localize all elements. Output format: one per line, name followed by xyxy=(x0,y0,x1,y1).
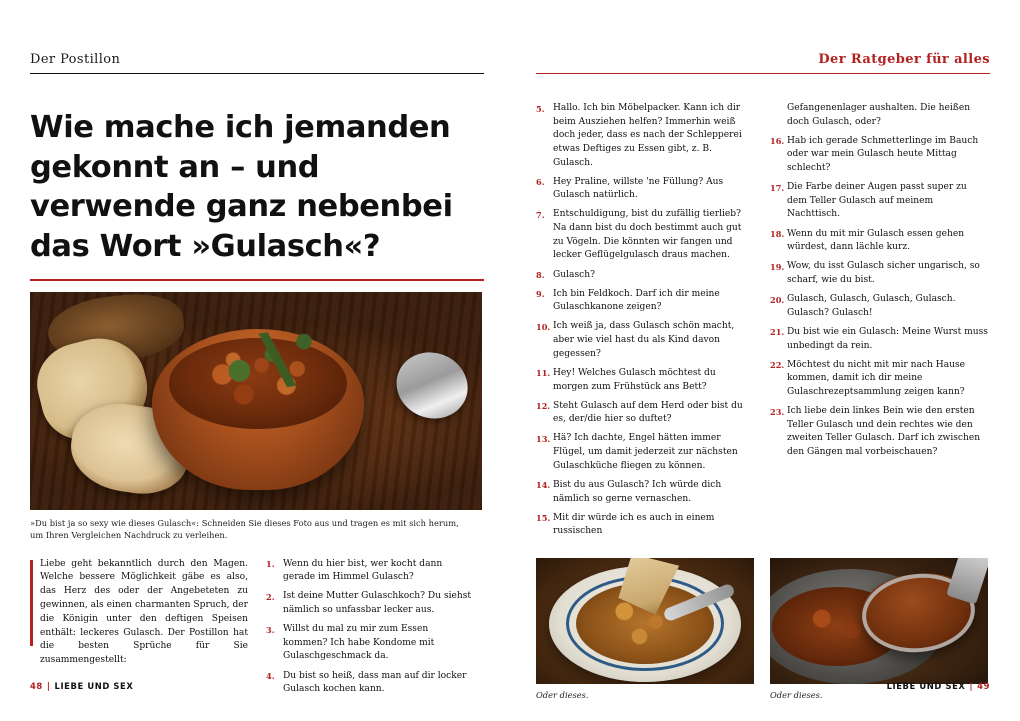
list-item xyxy=(770,359,988,400)
running-head-left-text: Der Postillon xyxy=(30,52,121,67)
list-item-number: 9. xyxy=(536,289,545,300)
headline-underline xyxy=(30,279,484,281)
list-item-text: Du bist wie ein Gulasch: Meine Wurst muss unbedingt da rein. xyxy=(787,326,988,351)
list-item-number: 11. xyxy=(536,368,551,379)
list-item-text: Hallo. Ich bin Möbelpacker. Kann ich dir beim Ausziehen helfen? Immerhin weiß doch jeder, dass es nach der Schlepperei etwas Deftiges zu Essen gibt, z. B. Gulasch. xyxy=(553,103,742,168)
joke-column-1 xyxy=(536,102,754,544)
list-item-text: Du bist so heiß, dass man auf dir locker Gulasch kochen kann. xyxy=(283,670,467,695)
list-item-text: Mit dir würde ich es auch in einem russischen xyxy=(553,512,715,537)
page-title: Wie mache ich jemanden gekonnt an – und verwende ganz nebenbei das Wort »Gulasch«? xyxy=(30,110,453,264)
list-item-text: Entschuldigung, bist du zufällig tierlieb? Na dann bist du doch bestimmt auch gut zu Vögeln. Die könnten wir fangen und lecker Geflügelgulasch draus machen. xyxy=(553,209,742,261)
list-item-text: Hä? Ich dachte, Engel hätten immer Flügel, um damit jederzeit zur nächsten Gulaschküche fliegen zu können. xyxy=(553,433,738,471)
list-item xyxy=(536,367,754,394)
list-item-number: 7. xyxy=(536,209,545,220)
list-item-text: Wenn du hier bist, wer kocht dann gerade im Himmel Gulasch? xyxy=(283,558,443,583)
soup-photo-background xyxy=(536,558,754,684)
list-item-text: Willst du mal zu mir zum Essen kommen? Ich habe Kondome mit Gulaschgeschmack da. xyxy=(283,624,435,662)
list-item xyxy=(536,432,754,473)
list-item xyxy=(770,181,988,222)
folio-separator: | xyxy=(46,681,51,691)
list-item-text: Wenn du mit mir Gulasch essen gehen würdest, dann lächle kurz. xyxy=(787,228,965,253)
list-item xyxy=(770,135,988,176)
list-item xyxy=(266,623,472,664)
list-item xyxy=(266,590,472,617)
list-item xyxy=(266,670,472,697)
bottom-photo-row xyxy=(536,558,990,700)
list-item-text: Gulasch? xyxy=(553,269,595,280)
intro-accent-bar xyxy=(30,560,33,646)
photo-block-soup xyxy=(536,558,754,700)
pot-photo-background xyxy=(770,558,988,684)
joke-column-2 xyxy=(770,102,988,544)
list-item-text: Die Farbe deiner Augen passt super zu dem Teller Gulasch auf meinem Nachttisch. xyxy=(787,182,967,220)
main-photo-gulasch xyxy=(30,292,482,510)
list-item-number: 8. xyxy=(536,270,545,281)
page-number-right: 49 xyxy=(977,681,990,691)
joke-list-1 xyxy=(266,558,472,697)
list-item xyxy=(536,269,754,283)
list-item xyxy=(536,208,754,263)
list-item xyxy=(536,176,754,203)
list-item-text: Steht Gulasch auf dem Herd oder bist du es, der/die hier so duftet? xyxy=(553,400,743,425)
list-item-number: 20. xyxy=(770,294,785,305)
running-head-left xyxy=(30,52,484,82)
list-item xyxy=(536,320,754,361)
list-item-number: 4. xyxy=(266,671,275,682)
list-item-text: Ich bin Feldkoch. Darf ich dir meine Gulaschkanone zeigen? xyxy=(553,288,720,313)
list-item-continuation xyxy=(770,102,988,129)
joke-list-left xyxy=(266,558,472,703)
list-item-number: 16. xyxy=(770,136,785,147)
list-item-number: 17. xyxy=(770,182,785,193)
folio-section-right: LIEBE UND SEX xyxy=(886,681,966,691)
list-item-text: Hey Praline, willste 'ne Füllung? Aus Gulasch natürlich. xyxy=(553,176,724,201)
list-item-number: 23. xyxy=(770,406,785,417)
list-item-number: 19. xyxy=(770,261,785,272)
folio-left xyxy=(30,681,133,691)
list-item xyxy=(770,260,988,287)
list-item-number: 15. xyxy=(536,513,551,524)
running-head-rule-left xyxy=(30,73,484,74)
folio-right xyxy=(887,681,990,691)
list-item-number: 2. xyxy=(266,591,275,602)
list-item-number: 14. xyxy=(536,480,551,491)
photo-ladle-pot xyxy=(770,558,988,684)
list-item-number: 10. xyxy=(536,321,551,332)
list-item-number: 12. xyxy=(536,401,551,412)
photo-caption-soup: Oder dieses. xyxy=(536,690,589,701)
folio-section-left: LIEBE UND SEX xyxy=(54,681,134,691)
page-number-left: 48 xyxy=(30,681,43,691)
list-item-text: Hab ich gerade Schmetterlinge im Bauch oder war mein Gulasch heute Mittag schlecht? xyxy=(787,135,979,174)
list-item-text: Gefangenenlager aushalten. Die heißen doch Gulasch, oder? xyxy=(787,103,971,127)
list-item xyxy=(536,288,754,315)
photo-background xyxy=(30,292,482,510)
list-item xyxy=(536,512,754,539)
list-item-text: Ich liebe dein linkes Bein wie den ersten Teller Gulasch und dein rechtes wie den zweiten Teller Gulasch. Darf ich zwischen den Gängen mal vorbeischauen? xyxy=(787,406,981,458)
photo-soup-plate xyxy=(536,558,754,684)
running-head-right-text: Der Ratgeber für alles xyxy=(818,52,990,67)
list-item-number: 21. xyxy=(770,327,785,338)
list-item-text: Gulasch, Gulasch, Gulasch, Gulasch. Gulasch? Gulasch! xyxy=(787,294,956,318)
list-item xyxy=(770,228,988,255)
joke-list-3 xyxy=(770,102,988,460)
list-item-number: 18. xyxy=(770,229,785,240)
list-item xyxy=(536,479,754,506)
list-item-text: Hey! Welches Gulasch möchtest du morgen zum Frühstück ans Bett? xyxy=(553,367,716,392)
list-item xyxy=(536,400,754,427)
right-text-columns xyxy=(536,102,990,544)
joke-list-2 xyxy=(536,102,754,539)
main-photo-caption: »Du bist ja so sexy wie dieses Gulasch«: Schneiden Sie dieses Foto aus und tragen es mit sich herum, um Ihren Vergleichen Nachdruck zu verleihen. xyxy=(30,517,459,540)
list-item-text: Möchtest du nicht mit mir nach Hause kommen, damit ich dir meine Gulaschrezeptsammlung zeigen kann? xyxy=(787,359,966,398)
running-head-rule-right xyxy=(536,73,990,74)
list-item xyxy=(266,558,472,585)
right-page xyxy=(510,0,1020,721)
list-item xyxy=(770,293,988,320)
photo-block-ladle xyxy=(770,558,988,700)
list-item-number: 6. xyxy=(536,177,545,188)
list-item xyxy=(536,102,754,170)
list-item-number: 22. xyxy=(770,360,785,371)
list-item xyxy=(770,326,988,353)
list-item-text: Ich weiß ja, dass Gulasch schön macht, aber wie viel hast du als Kind davon gegessen? xyxy=(553,321,735,359)
list-item-number: 5. xyxy=(536,103,545,114)
list-item-number: 1. xyxy=(266,559,275,570)
list-item-number: 13. xyxy=(536,433,551,444)
running-head-right xyxy=(536,52,990,82)
list-item-number: 3. xyxy=(266,624,275,635)
list-item-text: Ist deine Mutter Gulaschkoch? Du siehst nämlich so unfassbar lecker aus. xyxy=(283,591,472,616)
photo-caption-ladle: Oder dieses. xyxy=(770,690,823,701)
folio-separator: | xyxy=(969,681,974,691)
list-item xyxy=(770,405,988,460)
list-item-text: Wow, du isst Gulasch sicher ungarisch, so scharf, wie du bist. xyxy=(787,261,980,286)
intro-paragraph: Liebe geht bekanntlich durch den Magen. Welche bessere Möglichkeit gäbe es also, das Herz des oder der Angebeteten zu gewinnen, als einen charmanten Spruch, der die Königin unter den deftigen Speisen enthält: leckeres Gulasch. Der Postillon hat die besten Sprüche für Sie zusammengestellt: xyxy=(40,558,248,666)
list-item-text: Bist du aus Gulasch? Ich würde dich nämlich so gerne vernaschen. xyxy=(553,479,722,504)
